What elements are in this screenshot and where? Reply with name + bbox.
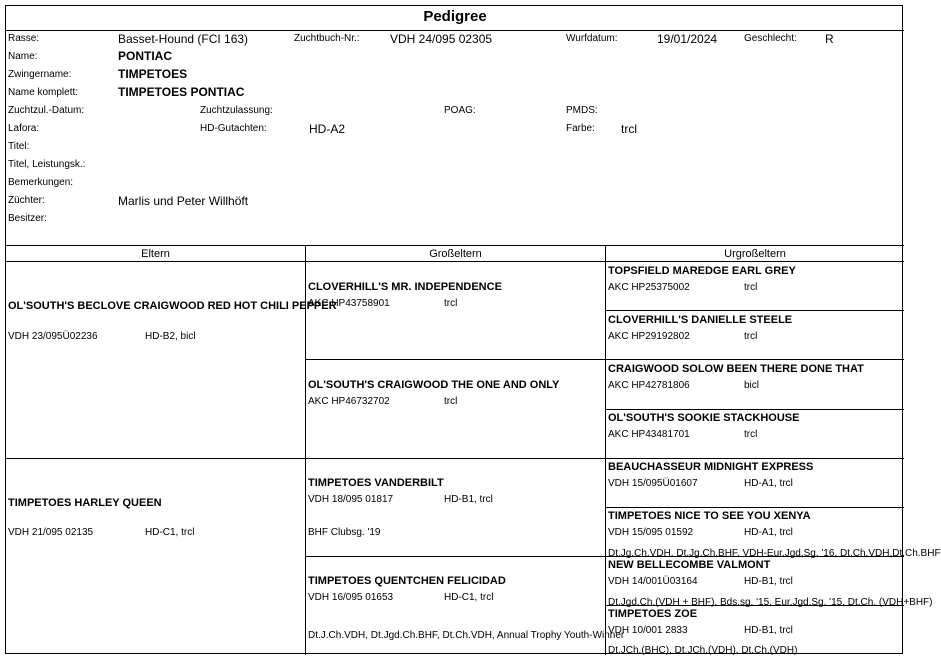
gp-4-titles: Dt.J.Ch.VDH, Dt.Jgd.Ch.BHF, Dt.Ch.VDH, Annual Trophy Youth-Winner (308, 630, 625, 641)
parent-2-info: HD-C1, trcl (145, 527, 195, 538)
poag-label: POAG: (444, 105, 476, 116)
bemerkungen-label: Bemerkungen: (8, 177, 74, 188)
gp-1-name: CLOVERHILL'S MR. INDEPENDENCE (308, 281, 502, 293)
gp-3-reg: VDH 18/095 01817 (308, 494, 394, 505)
gp-2-info: trcl (444, 396, 458, 407)
ggp-separator-2 (606, 359, 904, 360)
title-divider (6, 30, 904, 31)
titel-leistung-label: Titel, Leistungsk.: (8, 159, 86, 170)
gp-separator-1 (306, 359, 606, 360)
ggp-5 (608, 461, 903, 473)
ggp-5-name: BEAUCHASSEUR MIDNIGHT EXPRESS (608, 461, 814, 473)
name-komplett-label: Name komplett: (8, 87, 79, 98)
ggp-8-titles: Dt.JCh.(BHC), Dt.JCh.(VDH), Dt.Ch.(VDH) (608, 645, 798, 656)
parent-2-name: TIMPETOES HARLEY QUEEN (8, 497, 162, 509)
ggp-2-name: CLOVERHILL'S DANIELLE STEELE (608, 314, 793, 326)
pedigree-sheet (5, 5, 941, 656)
header-rule (6, 261, 904, 262)
ggp-5-reg: VDH 15/095Ü01607 (608, 478, 698, 489)
ggp-1-reg: AKC HP25375002 (608, 282, 690, 293)
ggp-8-info: HD-B1, trcl (744, 625, 793, 636)
ggp-8-reg: VDH 10/001 2833 (608, 625, 688, 636)
parent-1-reg: VDH 23/095Ü02236 (8, 331, 98, 342)
header-grosseltern: Großeltern (429, 248, 482, 260)
ggp-8 (608, 608, 903, 620)
gp-separator-2 (306, 458, 606, 459)
zuechter-label: Züchter: (8, 195, 45, 206)
ggp-3-reg: AKC HP42781806 (608, 380, 690, 391)
col-divider-2 (605, 245, 606, 655)
gp-4-reg: VDH 16/095 01653 (308, 592, 394, 603)
ggp-4-name: OL'SOUTH'S SOOKIE STACKHOUSE (608, 412, 800, 424)
ggp-7 (608, 559, 903, 571)
zuchtbuch-label: Zuchtbuch-Nr.: (294, 33, 360, 44)
gp-3-name: TIMPETOES VANDERBILT (308, 477, 444, 489)
ggp-6-info: HD-A1, trcl (744, 527, 793, 538)
gp-2-name: OL'SOUTH'S CRAIGWOOD THE ONE AND ONLY (308, 379, 560, 391)
ggp-separator-4 (606, 458, 904, 459)
wurfdatum-label: Wurfdatum: (566, 33, 618, 44)
ggp-2-info: trcl (744, 331, 758, 342)
ggp-1 (608, 265, 903, 277)
geschlecht-label: Geschlecht: (744, 33, 797, 44)
rasse-value: Basset-Hound (FCI 163) (118, 32, 249, 46)
parent-2-reg: VDH 21/095 02135 (8, 527, 94, 538)
ggp-separator-5 (606, 507, 904, 508)
ggp-2 (608, 314, 903, 326)
farbe-label: Farbe: (566, 123, 595, 134)
ggp-separator-1 (606, 310, 904, 311)
ggp-3-name: CRAIGWOOD SOLOW BEEN THERE DONE THAT (608, 363, 864, 375)
ggp-5-info: HD-A1, trcl (744, 478, 793, 489)
pmds-label: PMDS: (566, 105, 598, 116)
ggp-7-info: HD-B1, trcl (744, 576, 793, 587)
zuechter-value: Marlis und Peter Willhöft (118, 194, 249, 208)
header-urgrosseltern: Urgroßeltern (724, 248, 786, 260)
name-label: Name: (8, 51, 38, 62)
zuchtbuch-value: VDH 24/095 02305 (390, 32, 493, 46)
hd-gutachten-label: HD-Gutachten: (200, 123, 267, 134)
hd-gutachten-value: HD-A2 (309, 122, 346, 136)
gp-separator-3 (306, 556, 606, 557)
ggp-6-titles: Dt.Jg.Ch.VDH, Dt.Jg.Ch.BHF, VDH-Eur.Jgd.Sg. '16, Dt.Ch.VDH,Dt.Ch.BHF (608, 548, 941, 559)
ggp-separator-3 (606, 409, 904, 410)
gp-2-reg: AKC HP46732702 (308, 396, 390, 407)
zwingername-label: Zwingername: (8, 69, 72, 80)
parent-1-info: HD-B2, bicl (145, 331, 196, 342)
zuchtzulassung-label: Zuchtzulassung: (200, 105, 273, 116)
header-eltern: Eltern (141, 248, 170, 260)
gp-1-info: trcl (444, 298, 458, 309)
besitzer-label: Besitzer: (8, 213, 47, 224)
ggp-3 (608, 363, 903, 375)
name-komplett-value: TIMPETOES PONTIAC (118, 85, 245, 99)
lafora-label: Lafora: (8, 123, 40, 134)
ggp-1-name: TOPSFIELD MAREDGE EARL GREY (608, 265, 796, 277)
ggp-4-info: trcl (744, 429, 758, 440)
gp-3-info: HD-B1, trcl (444, 494, 493, 505)
gp-4-name: TIMPETOES QUENTCHEN FELICIDAD (308, 575, 506, 587)
page-title: Pedigree (423, 8, 487, 25)
farbe-value: trcl (621, 122, 637, 136)
name-value: PONTIAC (118, 49, 172, 63)
ggp-6-reg: VDH 15/095 01592 (608, 527, 694, 538)
ggp-7-titles: Dt.Jgd.Ch.(VDH + BHF), Bds.sg. '15, Eur.Jgd.Sg. '15, Dt.Ch. (VDH+BHF) (608, 597, 933, 608)
geschlecht-value: R (825, 32, 834, 46)
zuchtzul-datum-label: Zuchtzul.-Datum: (8, 105, 85, 116)
rasse-label: Rasse: (8, 33, 40, 44)
table-top-rule (6, 245, 904, 246)
ggp-8-name: TIMPETOES ZOE (608, 608, 698, 620)
ggp-7-name: NEW BELLECOMBE VALMONT (608, 559, 771, 571)
parent-1-name: OL'SOUTH'S BECLOVE CRAIGWOOD RED HOT CHILI PEPPER (8, 300, 337, 312)
gp-1-reg: AKC HP43758901 (308, 298, 390, 309)
parent-separator (6, 458, 306, 459)
ggp-4-reg: AKC HP43481701 (608, 429, 690, 440)
ggp-4 (608, 412, 903, 424)
ggp-1-info: trcl (744, 282, 758, 293)
wurfdatum-value: 19/01/2024 (657, 32, 718, 46)
gp-4-info: HD-C1, trcl (444, 592, 494, 603)
ggp-6-name: TIMPETOES NICE TO SEE YOU XENYA (608, 510, 811, 522)
gp-3-titles: BHF Clubsg. '19 (308, 527, 381, 538)
titel-label: Titel: (8, 141, 30, 152)
ggp-3-info: bicl (744, 380, 760, 391)
ggp-7-reg: VDH 14/001Ü03164 (608, 576, 698, 587)
ggp-2-reg: AKC HP29192802 (608, 331, 690, 342)
zwingername-value: TIMPETOES (118, 67, 188, 81)
ggp-6 (608, 510, 903, 522)
